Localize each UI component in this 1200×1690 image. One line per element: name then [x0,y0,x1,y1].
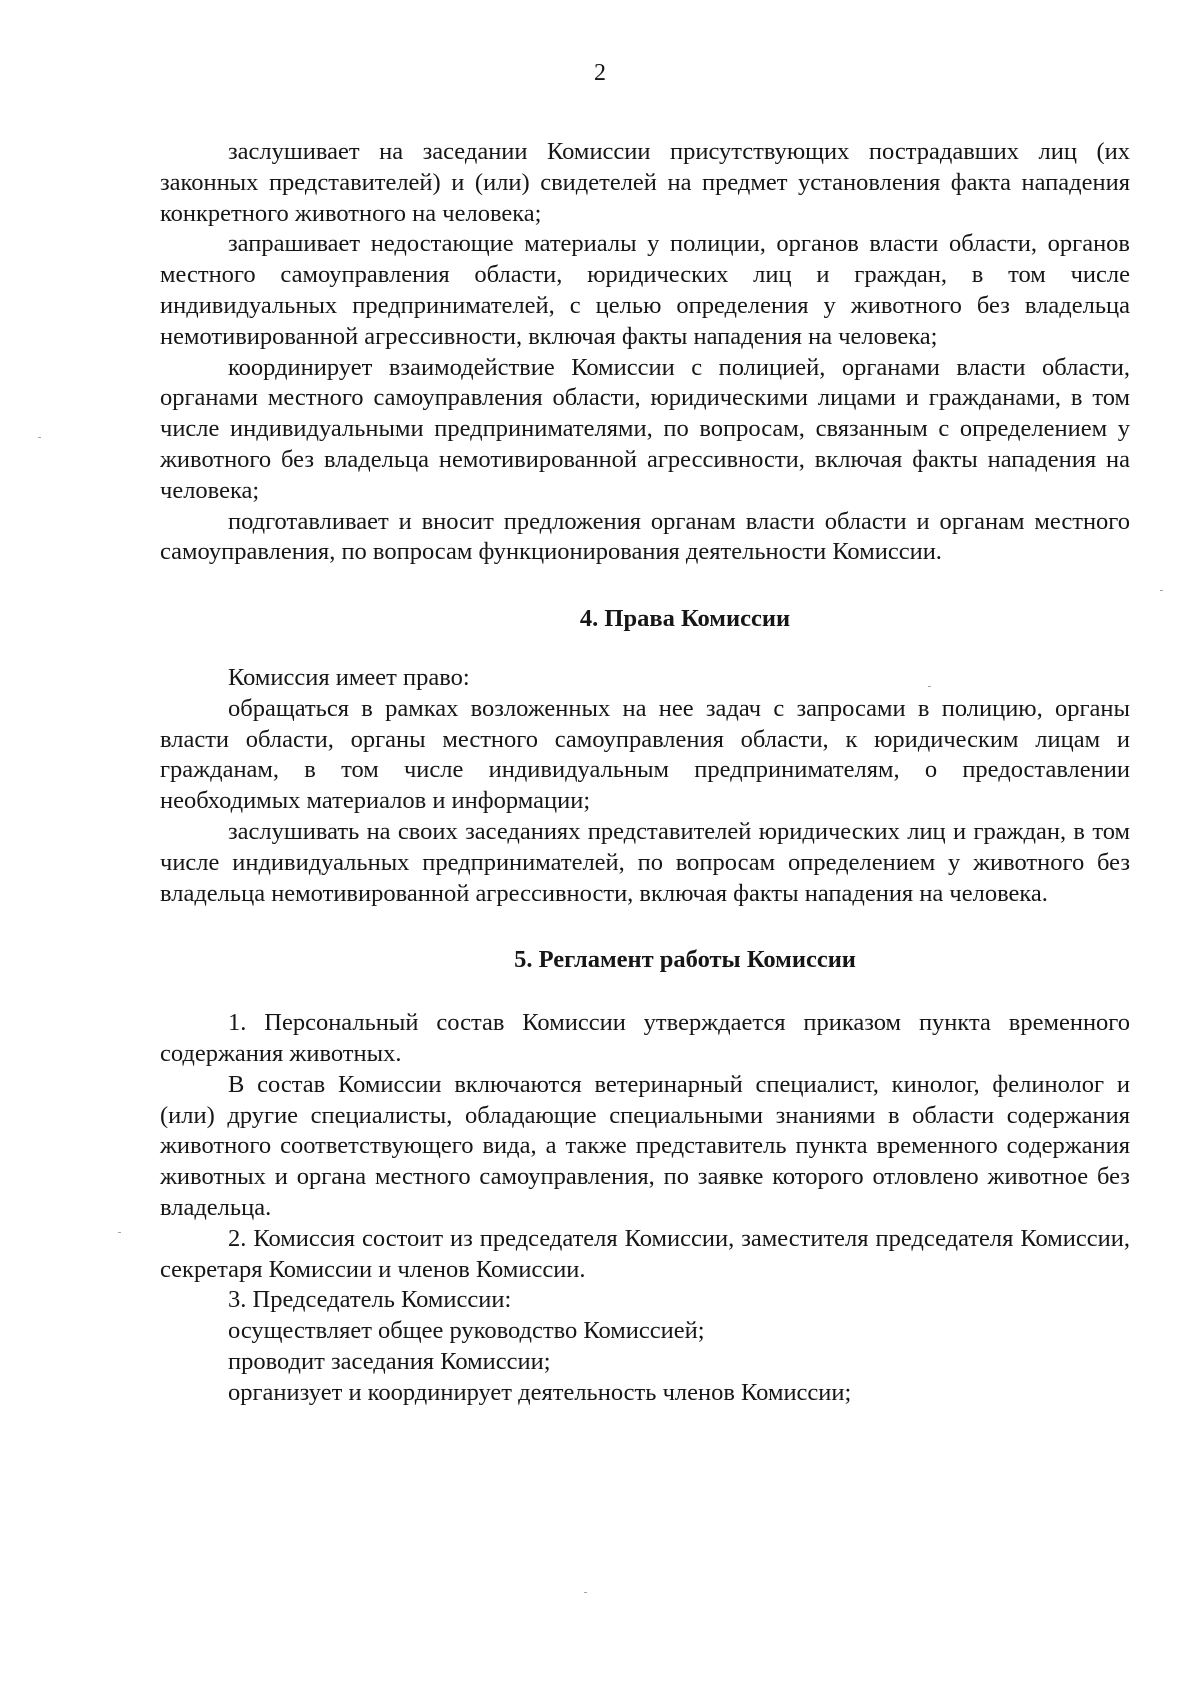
paragraph-request-materials: запрашивает недостающие материалы у полиции, органов власти области, органов местного самоуправления области, юридических лиц и граждан, в том числе индивидуальных предпринимателей, с целью определения у животного без владельца немотивированной агрессивности, включая факты нападения на человека; [160,230,1130,350]
scan-speck [928,686,931,687]
line-chairman-duty-2: проводит заседания Комиссии; [228,1347,551,1375]
spacer [160,909,1130,945]
document-body [160,137,1130,1408]
paragraph-composition-approval: 1. Персональный состав Комиссии утверждается приказом пункта временного содержания животных. [160,1009,1130,1067]
paragraph-hearing: заслушивает на заседании Комиссии присутствующих пострадавших лиц (их законных представителей) и (или) свидетелей на предмет установления факта нападения конкретного животного на человека; [160,138,1130,227]
line-chairman-duty-1: осуществляет общее руководство Комиссией; [228,1317,705,1345]
spacer [160,635,1130,663]
scan-speck [118,1232,121,1233]
paragraph-composition-members: В состав Комиссии включаются ветеринарный специалист, кинолог, фелинолог и (или) другие специалисты, обладающие специальными знаниями в области содержания животного соответствующего вида, а также представитель пункта временного содержания животных и органа местного самоуправления, по заявке которого отловлено животное без владельца. [160,1070,1130,1221]
paragraph-rights-intro: Комиссия имеет право: [228,663,470,691]
line-chairman: 3. Председатель Комиссии: [228,1286,512,1314]
scan-speck [38,437,41,438]
paragraph-right-requests: обращаться в рамках возложенных на нее задач с запросами в полицию, органы власти области, органы местного самоуправления области, к юридическим лицам и гражданам, в том числе индивидуальным предпринимателям, о предоставлении необходимых материалов и информации; [160,694,1130,815]
section-heading-regulations: 5. Регламент работы Комиссии [514,946,856,974]
spacer [160,976,1130,1008]
paragraph-right-hearings: заслушивать на своих заседаниях представителей юридических лиц и граждан, в том числе индивидуальных предпринимателей, по вопросам определением у животного без владельца немотивированной агрессивности, включая факты нападения на человека. [160,817,1130,907]
paragraph-proposals: подготавливает и вносит предложения органам власти области и органам местного самоуправления, по вопросам функционирования деятельности Комиссии. [160,507,1130,566]
line-chairman-duty-3: организует и координирует деятельность членов Комиссии; [228,1378,852,1406]
spacer [160,568,1130,604]
scan-speck [584,1592,587,1593]
section-heading-rights: 4. Права Комиссии [579,605,791,633]
page-number: 2 [594,60,606,86]
paragraph-structure: 2. Комиссия состоит из председателя Комиссии, заместителя председателя Комиссии, секретаря Комиссии и членов Комиссии. [160,1224,1130,1283]
paragraph-coordination: координирует взаимодействие Комиссии с полицией, органами власти области, органами местного самоуправления области, юридическими лицами и гражданами, в том числе индивидуальными предпринимателями, по вопросам, связанным с определением у животного без владельца немотивированной агрессивности, включая факты нападения на человека; [160,353,1130,504]
scan-speck [1160,590,1163,591]
